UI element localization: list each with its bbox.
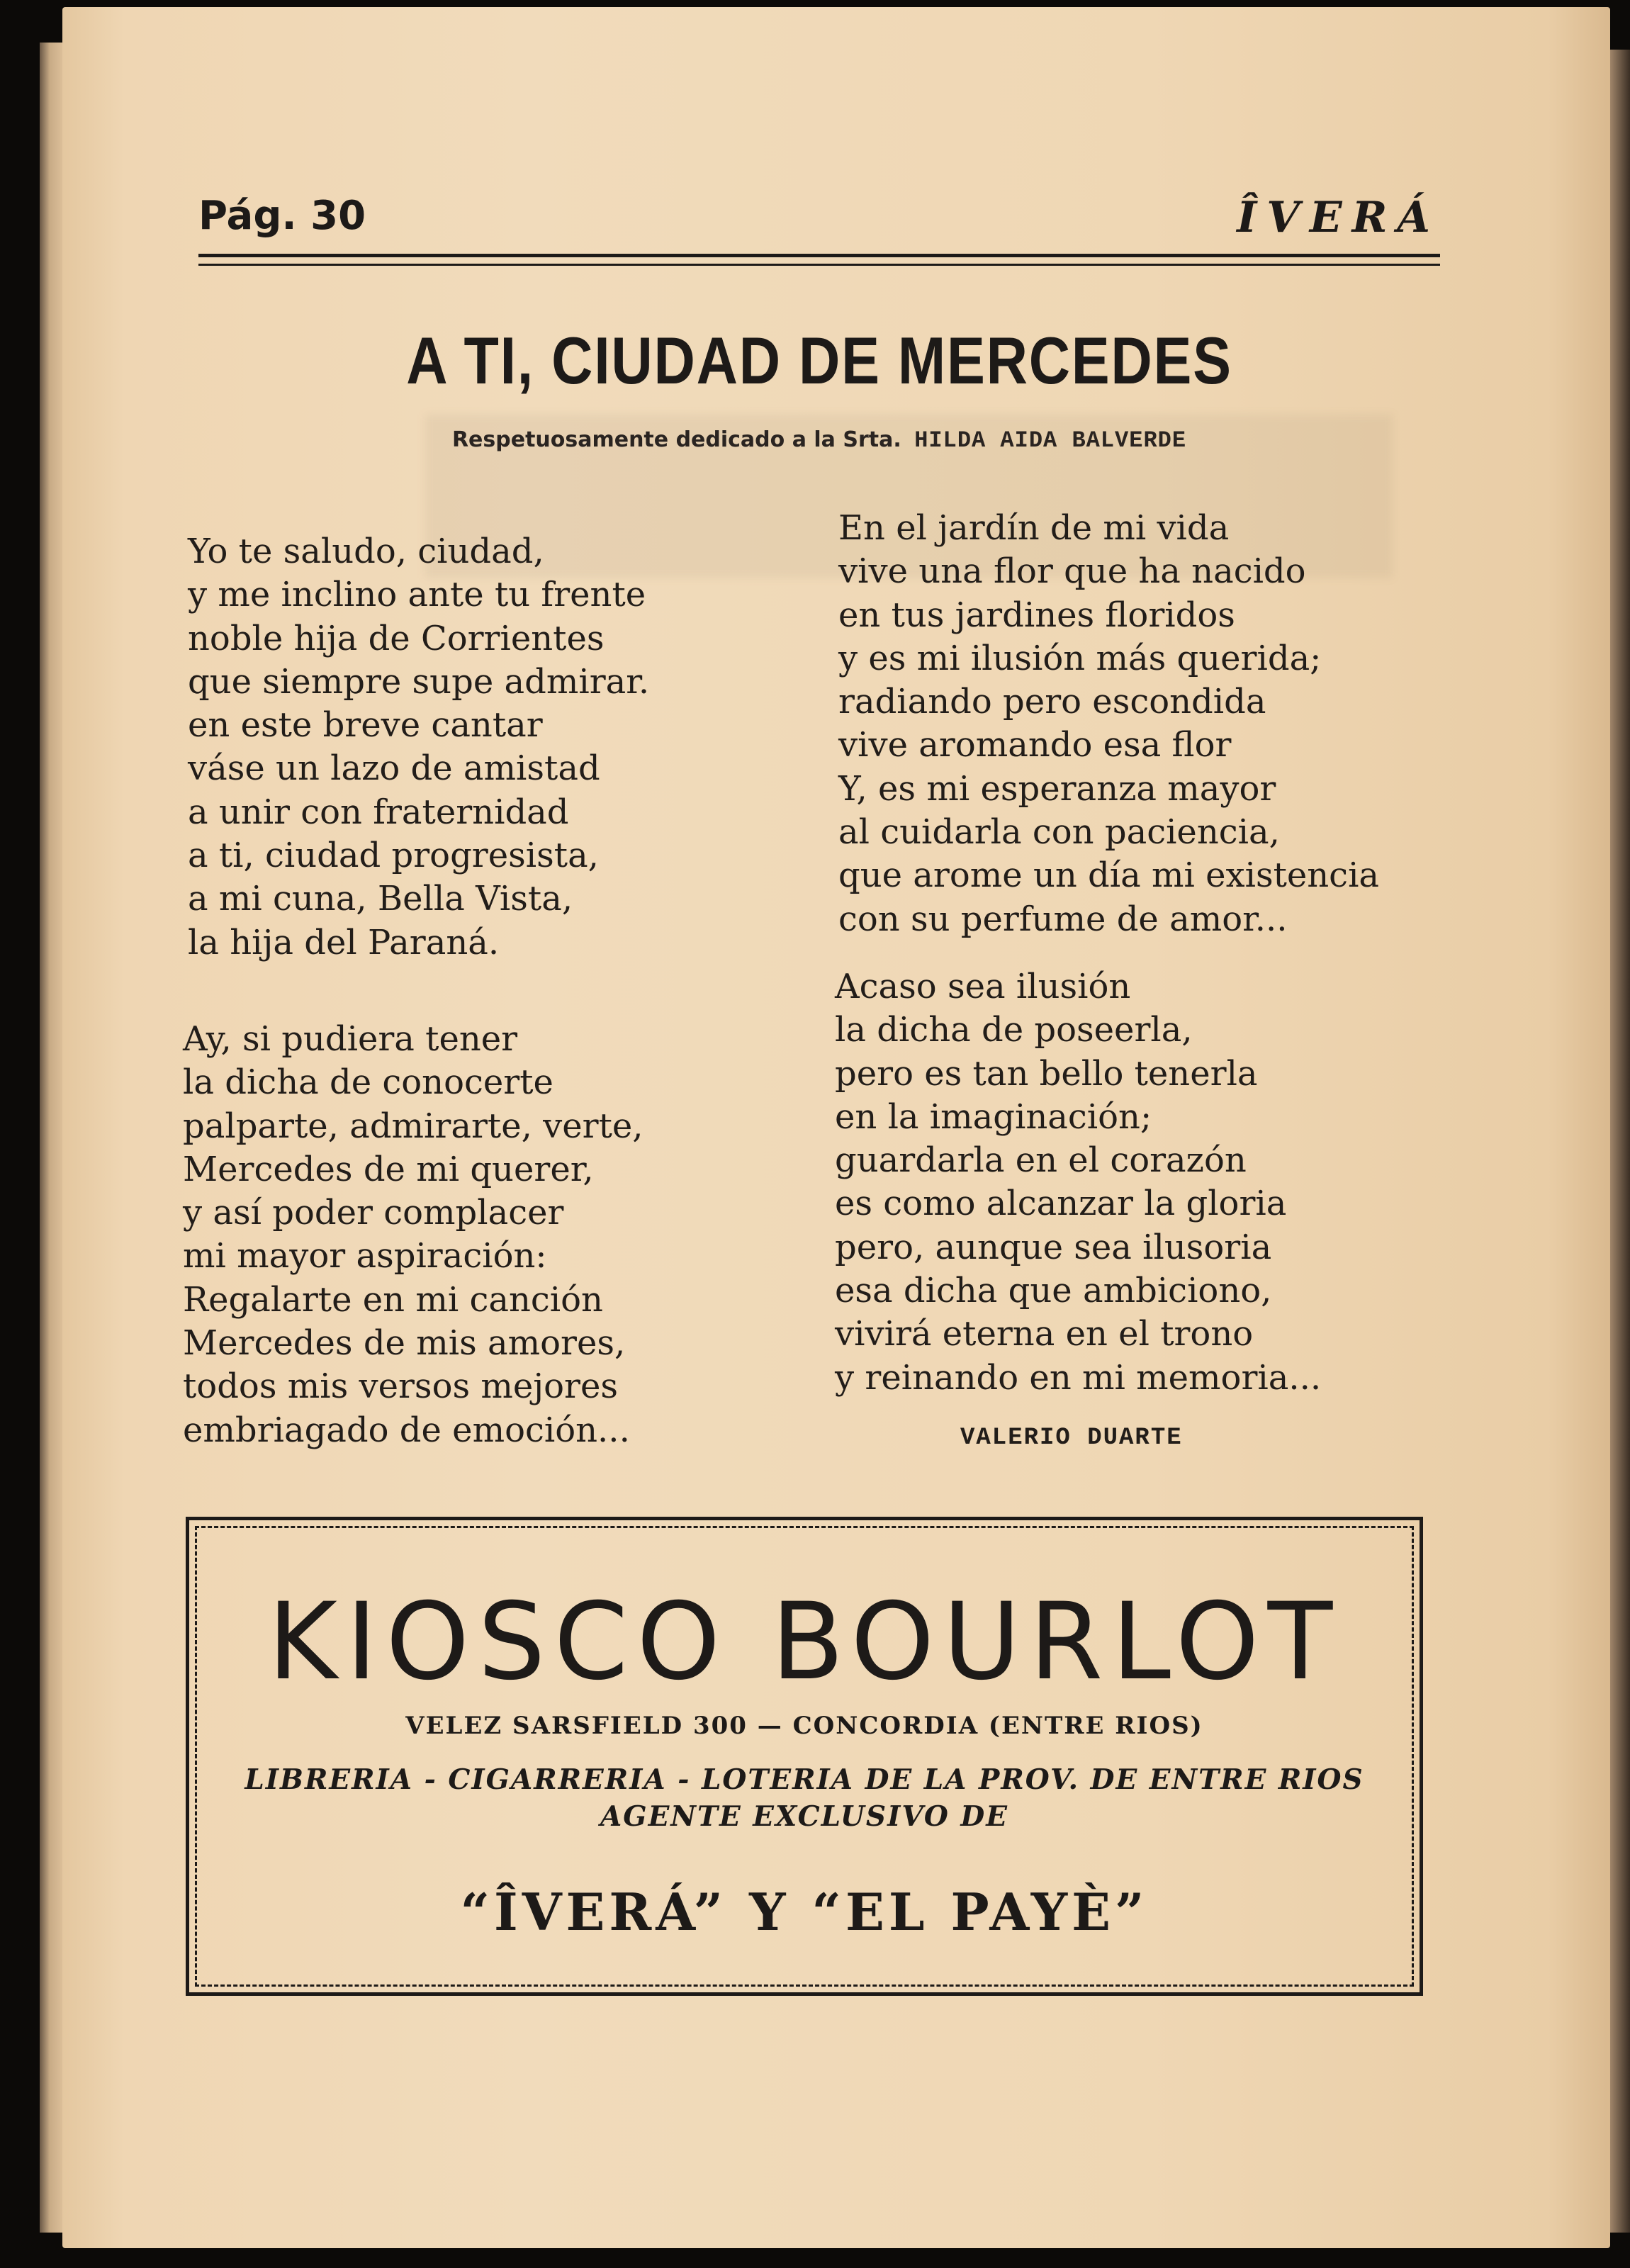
verse-line: y es mi ilusión más querida; xyxy=(838,638,1322,678)
verse-line: embriagado de emoción... xyxy=(183,1410,630,1450)
verse-line: a unir con fraternidad xyxy=(188,792,569,832)
verse-line: palparte, admirarte, verte, xyxy=(183,1106,643,1146)
advertisement-box xyxy=(186,1517,1423,1996)
verse-line: Mercedes de mis amores, xyxy=(183,1323,626,1364)
verse-line: todos mis versos mejores xyxy=(183,1366,619,1407)
header-rule-thin xyxy=(198,264,1440,266)
page-header xyxy=(198,193,1440,271)
ad-services: LIBRERIA - CIGARRERIA - LOTERIA DE LA PROV. DE ENTRE RIOS xyxy=(244,1763,1364,1796)
stanza-2 xyxy=(183,1018,643,1452)
verse-line: radiando pero escondida xyxy=(838,682,1266,722)
verse-line: Ay, si pudiera tener xyxy=(183,1019,518,1059)
verse-line: vivirá eterna en el trono xyxy=(835,1314,1254,1354)
verse-line: Y, es mi esperanza mayor xyxy=(838,768,1276,809)
verse-line: y así poder complacer xyxy=(183,1193,564,1233)
dedication-prefix: Respetuosamente dedicado a la Srta. xyxy=(451,427,901,452)
poem-author: VALERIO DUARTE xyxy=(960,1425,1183,1452)
verse-line: en la imaginación; xyxy=(835,1096,1152,1137)
verse-line: esa dicha que ambiciono, xyxy=(835,1271,1272,1311)
verse-line: en tus jardines floridos xyxy=(838,595,1235,635)
verse-line: Yo te saludo, ciudad, xyxy=(188,532,544,571)
ad-address: VELEZ SARSFIELD 300 — CONCORDIA (ENTRE RIOS) xyxy=(405,1712,1203,1740)
verse-line: es como alcanzar la gloria xyxy=(835,1184,1287,1224)
verse-line: guardarla en el corazón xyxy=(835,1140,1247,1181)
ad-business-name: KIOSCO BOURLOT xyxy=(267,1581,1342,1704)
masthead-title: ÎVERÁ xyxy=(1237,193,1440,242)
verse-line: Acaso sea ilusión xyxy=(835,967,1131,1006)
verse-line: noble hija de Corrientes xyxy=(188,618,605,658)
verse-line: al cuidarla con paciencia, xyxy=(838,812,1280,853)
verse-line: Mercedes de mi querer, xyxy=(183,1149,594,1189)
verse-line: en este breve cantar xyxy=(188,705,543,746)
verse-line: la dicha de poseerla, xyxy=(835,1010,1193,1050)
book-spine-edge xyxy=(40,43,65,2233)
dedication-name: HILDA AIDA BALVERDE xyxy=(914,427,1187,454)
verse-line: pero es tan bello tenerla xyxy=(835,1053,1258,1094)
ad-brands: “ÎVERÁ” Y “EL PAYÈ” xyxy=(460,1882,1149,1942)
verse-line: con su perfume de amor... xyxy=(838,899,1288,939)
stanza-4 xyxy=(835,965,1321,1400)
verse-line: mi mayor aspiración: xyxy=(183,1236,547,1276)
verse-line: la dicha de conocerte xyxy=(183,1062,553,1103)
verse-line: a ti, ciudad progresista, xyxy=(188,836,599,876)
verse-line: Regalarte en mi canción xyxy=(183,1279,603,1320)
verse-line: vive una flor que ha nacido xyxy=(838,551,1306,592)
verse-line: y reinando en mi memoria... xyxy=(835,1357,1322,1398)
stanza-1 xyxy=(188,530,649,965)
verse-line: En el jardín de mi vida xyxy=(838,508,1230,548)
header-rule xyxy=(198,254,1440,257)
verse-line: pero, aunque sea ilusoria xyxy=(835,1227,1272,1267)
verse-line: vive aromando esa flor xyxy=(838,725,1232,765)
verse-line: que arome un día mi existencia xyxy=(838,855,1380,896)
verse-line: y me inclino ante tu frente xyxy=(188,575,646,615)
verse-line: que siempre supe admirar. xyxy=(188,661,650,702)
verse-line: a mi cuna, Bella Vista, xyxy=(188,879,573,919)
verse-line: váse un lazo de amistad xyxy=(188,748,600,789)
page-number: Pág. 30 xyxy=(198,193,366,239)
poem-title: A TI, CIUDAD DE MERCEDES xyxy=(406,323,1232,398)
poem-dedication xyxy=(198,427,1440,454)
page-right-edge xyxy=(1610,50,1630,2233)
ad-agent-line: AGENTE EXCLUSIVO DE xyxy=(600,1800,1008,1833)
stanza-3 xyxy=(838,507,1379,941)
verse-line: la hija del Paraná. xyxy=(188,922,500,962)
